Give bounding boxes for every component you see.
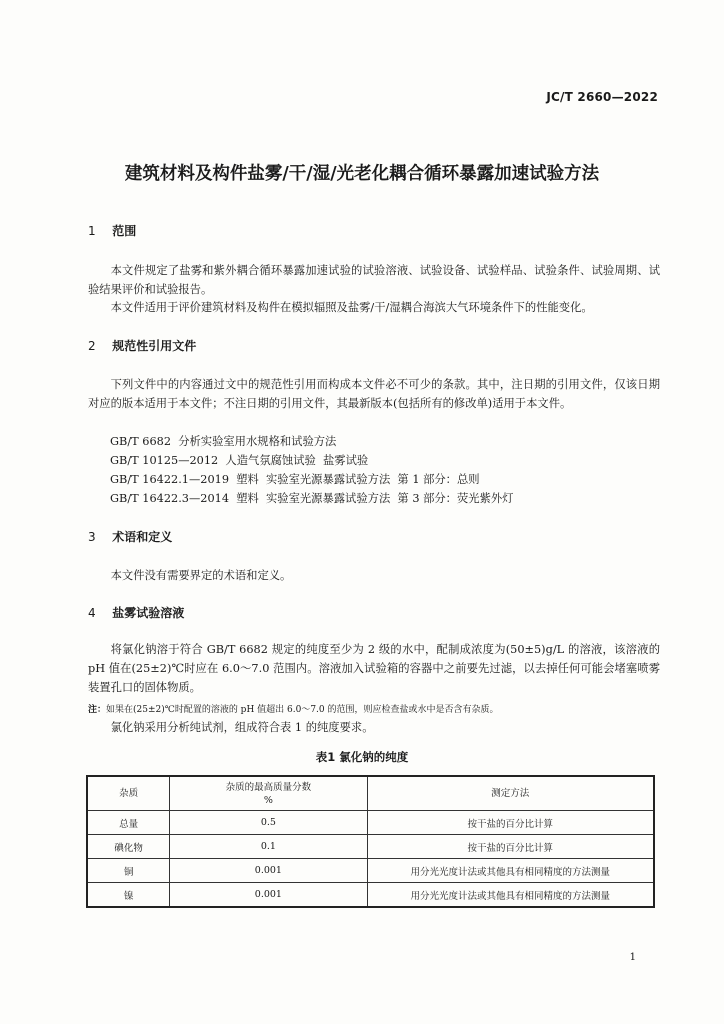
header-cell: 测定方法 (367, 776, 654, 811)
header-cell (170, 776, 367, 811)
table-cell: 用分光光度计法或其他具有相同精度的方法测量 (367, 859, 654, 883)
table-row (87, 883, 654, 908)
header-cell-line: 杂质的最高质量分数 (225, 781, 312, 793)
table-row (87, 835, 654, 859)
table-cell: 用分光光度计法或其他具有相同精度的方法测量 (367, 883, 654, 908)
section-1-heading (88, 222, 136, 239)
section-title: 范围 (112, 224, 137, 238)
section-number: 4 (88, 606, 96, 620)
section-number: 3 (88, 530, 96, 544)
section-2-heading (88, 337, 196, 354)
note-label: 注： (88, 705, 107, 715)
reference-item: GB/T 6682 分析实验室用水规格和试验方法 (110, 435, 337, 448)
section-title: 盐雾试验溶液 (112, 606, 185, 620)
page-number: 1 (629, 952, 636, 963)
document-title: 建筑材料及构件盐雾/干/湿/光老化耦合循环暴露加速试验方法 (124, 164, 600, 184)
reference-item: GB/T 16422.3—2014 塑料 实验室光源暴露试验方法 第 3 部分：荧光紫外灯 (110, 492, 514, 505)
section-number: 1 (88, 224, 96, 238)
section-title: 规范性引用文件 (112, 339, 197, 353)
table-row (87, 811, 654, 835)
table-header-row (87, 776, 654, 811)
purity-table (86, 775, 655, 908)
section-4-heading (88, 604, 184, 621)
reference-item: GB/T 10125—2012 人造气氛腐蚀试验 盐雾试验 (110, 454, 369, 467)
reference-item: GB/T 16422.1—2019 塑料 实验室光源暴露试验方法 第 1 部分：总则 (110, 473, 480, 486)
table-cell: 铜 (87, 859, 170, 883)
table-cell: 按干盐的百分比计算 (367, 811, 654, 835)
note (88, 703, 660, 717)
section-1-paragraph-2: 本文件适用于评价建筑材料及构件在模拟辐照及盐雾/干/湿耦合海滨大气环境条件下的性能变化。 (110, 301, 593, 314)
header-cell-unit: % (263, 794, 273, 806)
header-cell: 杂质 (87, 776, 170, 811)
section-3-heading (88, 528, 172, 545)
table-row (87, 859, 654, 883)
table-cell: 0.1 (170, 835, 367, 859)
table-caption: 表1 氯化钠的纯度 (315, 750, 409, 764)
table-cell: 碘化物 (87, 835, 170, 859)
table-cell: 按干盐的百分比计算 (367, 835, 654, 859)
table-cell: 总量 (87, 811, 170, 835)
table-cell: 0.5 (170, 811, 367, 835)
table-cell: 0.001 (170, 883, 367, 908)
table-cell: 0.001 (170, 859, 367, 883)
section-4-paragraph-2: 氯化钠采用分析纯试剂，组成符合表 1 的纯度要求。 (110, 721, 374, 734)
section-title: 术语和定义 (112, 530, 173, 544)
table-cell: 镍 (87, 883, 170, 908)
section-4-paragraph-1: 将氯化钠溶于符合 GB/T 6682 规定的纯度至少为 2 级的水中，配制成浓度为(50±5)g/L 的溶液，该溶液的 pH 值在(25±2)℃时应在 6.0～7.0 范围内。溶液加入试验箱的容器中之前要先过滤，以去掉任何可能会堵塞喷雾装置孔口的固体物质。 (88, 643, 660, 694)
standard-code: JC/T 2660—2022 (546, 90, 658, 104)
section-1-paragraph-1: 本文件规定了盐雾和紫外耦合循环暴露加速试验的试验溶液、试验设备、试验样品、试验条件、试验周期、试验结果评价和试验报告。 (88, 264, 660, 296)
section-3-paragraph-1: 本文件没有需要界定的术语和定义。 (110, 569, 292, 582)
section-2-paragraph-1: 下列文件中的内容通过文中的规范性引用而构成本文件必不可少的条款。其中，注日期的引用文件，仅该日期对应的版本适用于本文件；不注日期的引用文件，其最新版本(包括所有的修改单)适用于本文件。 (88, 378, 660, 410)
note-text: 如果在(25±2)℃时配置的溶液的 pH 值超出 6.0～7.0 的范围，则应检查盐或水中是否含有杂质。 (106, 705, 499, 715)
section-number: 2 (88, 339, 96, 353)
